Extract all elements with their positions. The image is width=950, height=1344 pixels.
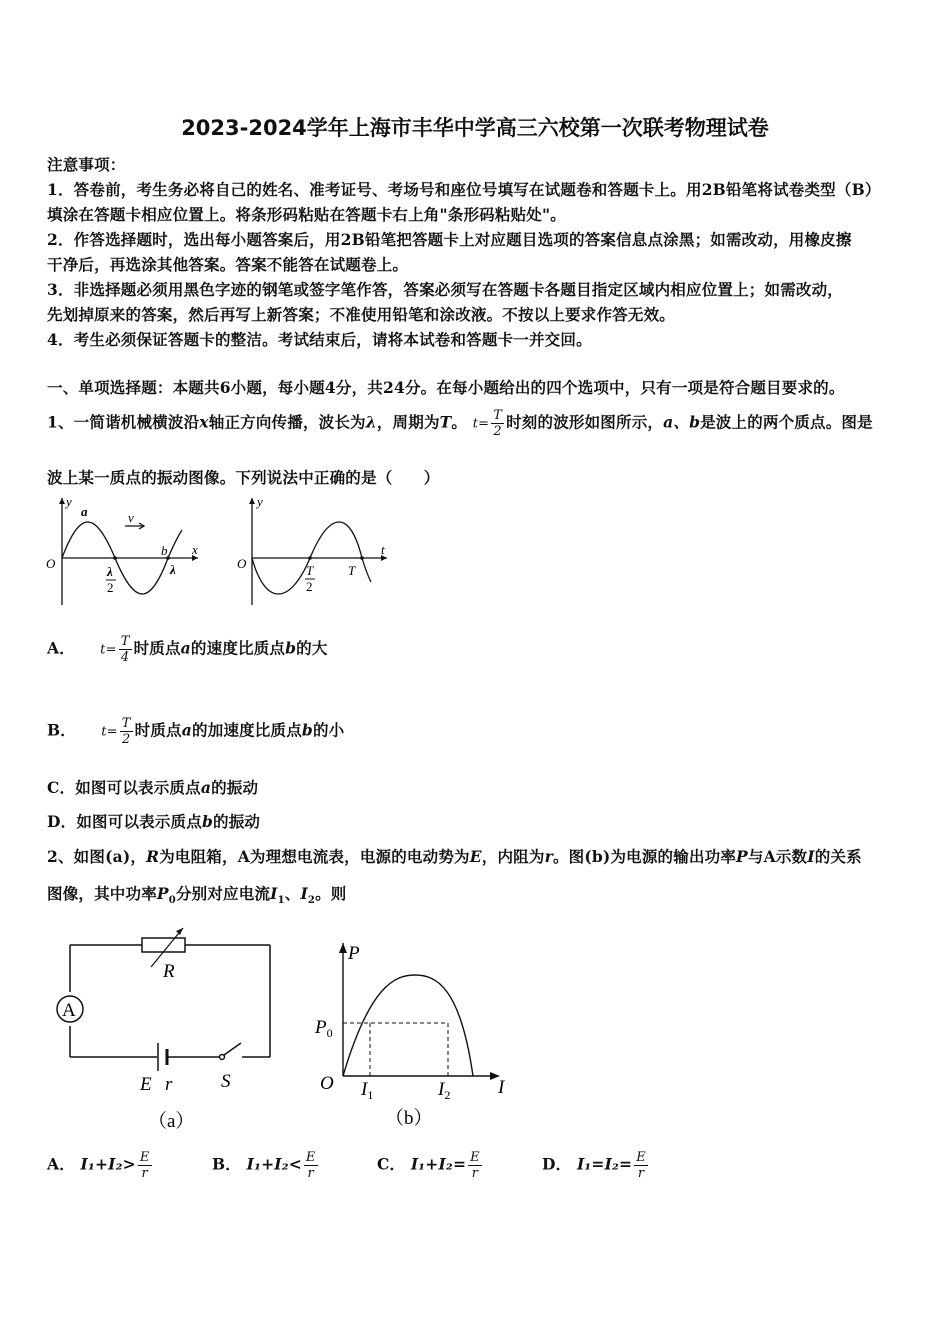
frac-num: T (121, 716, 131, 731)
fraction (119, 634, 132, 665)
label-I1-main: I (361, 1079, 368, 1100)
label-P0-sub: 0 (326, 1026, 333, 1040)
subscript: 0 (168, 895, 176, 907)
option-lhs: I₁+I₂ (80, 1154, 123, 1174)
q2-option-a[interactable] (47, 1150, 154, 1181)
q1-var-lambda: λ (365, 412, 377, 432)
var-I2: I (300, 884, 308, 903)
option-text: 的小 (312, 720, 345, 740)
wave-y-arrow (59, 498, 65, 504)
page-title: 2023-2024学年上海市丰华中学高三六校第一次联考物理试卷 (181, 116, 769, 140)
q1-stem (47, 408, 873, 439)
q2-stem (47, 845, 862, 867)
fraction (468, 1150, 482, 1181)
option-label: A． (47, 1154, 75, 1174)
label-R: R (163, 961, 175, 982)
notice-line: 3．非选择题必须用黑色字迹的钢笔或签字笔作答，答案必须写在答题卡各题目指定区域内相应位置上；如需改动， (47, 280, 843, 299)
fraction (138, 1150, 152, 1181)
label-I2-sub: 2 (444, 1088, 451, 1102)
frac-den: r (471, 1166, 479, 1181)
var-b: b (301, 720, 313, 740)
option-label: B． (47, 720, 77, 740)
subscript: 2 (307, 895, 316, 907)
q2-text: 、 (284, 884, 301, 903)
q1-text: 轴正方向传播，波长为 (208, 412, 366, 432)
notice-line: 填涂在答题卡相应位置上。将条形码粘贴在答题卡右上角"条形码粘贴处"。 (47, 205, 566, 224)
resistor-box (142, 938, 185, 952)
option-op: = (619, 1154, 633, 1174)
vib-period-dot (360, 556, 364, 560)
var-P0: P (156, 884, 169, 903)
label-I2 (437, 1079, 450, 1102)
option-lhs: I₁+I₂ (410, 1154, 453, 1174)
q1-text: 。 (451, 412, 468, 432)
q2-text: 与A示数 (747, 847, 808, 866)
q1-text: 是波上的两个质点。图是 (700, 412, 873, 432)
vibration-figure (235, 490, 395, 610)
q2-option-c[interactable] (377, 1150, 484, 1181)
q2-text: 为电阻箱，A为理想电流表，电源的电动势为 (159, 847, 470, 866)
wave-x-label: x (192, 542, 198, 557)
q2-text: 2、如图(a)， (47, 847, 147, 866)
frac-num: E (636, 1150, 646, 1165)
label-r: r (165, 1074, 173, 1095)
option-label: C． (377, 1154, 406, 1174)
q1-stem-line2: 波上某一质点的振动图像。下列说法中正确的是（ ） (47, 468, 440, 487)
circuit-figure (45, 915, 285, 1135)
option-label: B． (212, 1154, 242, 1174)
option-text: 时质点 (133, 638, 181, 658)
vib-y-arrow (249, 498, 255, 504)
var-b: b (201, 812, 213, 831)
point-b-label: b (161, 543, 168, 558)
eq-sign: = (105, 642, 117, 658)
q2-option-d[interactable] (542, 1150, 650, 1181)
notice-line: 先划掉原来的答案，然后再写上新答案；不准使用铅笔和涂改液。不按以上要求作答无效。 (47, 305, 676, 324)
wave-half-lambda-dot (113, 556, 117, 560)
notice-line: 4．考生必须保证答题卡的整洁。考试结束后，请将本试卷和答题卡一并交回。 (47, 330, 592, 349)
option-text: 的速度比质点 (190, 638, 286, 658)
rheostat-arrowhead (176, 928, 183, 935)
half-lambda-num: λ (107, 564, 113, 579)
label-S: S (221, 1071, 231, 1092)
q2-text: 。则 (315, 884, 347, 903)
var-t: t (100, 642, 106, 658)
label-I1 (360, 1079, 373, 1102)
q1-eq: = (478, 416, 490, 432)
q2-text: 的关系 (814, 847, 862, 866)
frac-num: T (120, 634, 130, 649)
frac-den: r (307, 1166, 314, 1181)
q2-text: ，内阻为 (481, 847, 545, 866)
option-text: 的振动 (211, 778, 259, 797)
var-P: P (736, 847, 748, 866)
option-op: < (288, 1154, 302, 1174)
var-t: t (101, 724, 107, 740)
caption-b: （b） (385, 1108, 433, 1129)
option-lhs: I₁+I₂ (246, 1154, 289, 1174)
label-A: A (62, 1000, 76, 1021)
var-a: a (180, 638, 191, 658)
q1-text: 1、一简谐机械横波沿 (47, 412, 200, 432)
period-label: T (348, 563, 356, 578)
option-text: D．如图可以表示质点 (47, 812, 202, 831)
vib-half-period-dot (308, 556, 312, 560)
var-I: I (807, 847, 815, 866)
wave-origin-label: O (46, 556, 56, 571)
option-text: 的大 (296, 638, 328, 658)
notice-line: 1．答卷前，考生务必将自己的姓名、准考证号、考场号和座位号填写在试题卷和答题卡上。用2B铅笔将试卷类型（B） (47, 180, 881, 199)
eq-sign: = (106, 724, 118, 740)
q1-option-d[interactable] (47, 810, 260, 832)
notice-line: 2．作答选择题时，选出每小题答案后，用2B铅笔把答题卡上对应题目选项的答案信息点涂黑；如需改动，用橡皮擦 (47, 230, 852, 249)
option-label: A． (47, 638, 75, 658)
q1-var-t: t (472, 416, 479, 432)
half-period-den: 2 (306, 579, 313, 594)
point-a-label: a (81, 504, 88, 519)
label-P: P (348, 943, 360, 964)
wave-figure (40, 490, 210, 610)
frac-den: 2 (121, 732, 131, 747)
fraction (634, 1150, 648, 1181)
frac-num: E (305, 1150, 316, 1165)
q1-var-ab: a、b (663, 412, 701, 432)
var-b: b (285, 638, 297, 658)
q2-stem-line2 (47, 882, 347, 906)
fraction (304, 1150, 318, 1181)
frac-den: r (637, 1166, 645, 1181)
option-text: C．如图可以表示质点 (47, 778, 201, 797)
power-graph (310, 935, 520, 1135)
velocity-label: v (128, 510, 134, 525)
caption-a: （a） (148, 1111, 195, 1132)
half-period-num: T (306, 563, 314, 578)
var-E: E (469, 847, 482, 866)
var-a: a (181, 720, 192, 740)
option-op: > (122, 1154, 136, 1174)
frac-num: T (493, 408, 503, 423)
option-lhs: I₁=I₂ (576, 1154, 620, 1174)
option-text: 时质点 (134, 720, 182, 740)
option-text: 的加速度比质点 (192, 720, 302, 740)
q2-option-b[interactable] (212, 1150, 320, 1181)
switch-contact (220, 1055, 225, 1060)
q1-fraction (491, 408, 504, 439)
power-curve (343, 975, 473, 1076)
option-label: D． (542, 1154, 572, 1174)
wave-y-label: y (66, 494, 72, 509)
section-heading: 一、单项选择题：本题共6小题，每小题4分，共24分。在每小题给出的四个选项中，只有一项是符合题目要求的。 (47, 378, 845, 397)
vib-origin-label: O (237, 556, 247, 571)
frac-den: 2 (493, 424, 502, 439)
q2-text: 分别对应电流 (175, 884, 271, 903)
option-op: = (452, 1154, 467, 1174)
var-R: R (146, 847, 160, 866)
frac-num: E (139, 1150, 150, 1165)
subscript: 1 (277, 895, 285, 907)
label-I2-main: I (438, 1079, 445, 1100)
label-P0-main: P (315, 1017, 327, 1038)
label-I: I (498, 1077, 505, 1098)
var-a: a (200, 778, 212, 797)
label-E: E (140, 1074, 152, 1095)
frac-den: 4 (120, 650, 130, 665)
q1-var-x: x (199, 412, 209, 432)
label-I1-sub: 1 (367, 1088, 374, 1102)
q1-var-T: T (439, 412, 452, 432)
q1-option-c[interactable] (47, 776, 258, 798)
q1-option-a[interactable] (47, 634, 328, 665)
q1-text: ，周期为 (376, 412, 440, 432)
q2-text: 图像，其中功率 (47, 884, 157, 903)
frac-den: r (141, 1166, 148, 1181)
frac-num: E (470, 1150, 480, 1165)
var-r: r (544, 847, 553, 866)
q1-option-b[interactable] (47, 716, 344, 747)
label-O: O (320, 1073, 334, 1094)
fraction (120, 716, 133, 747)
option-text: 的振动 (213, 812, 261, 831)
switch-lever (224, 1043, 241, 1055)
var-I1: I (270, 884, 278, 903)
vib-t-label: t (381, 542, 385, 557)
lambda-label: λ (170, 562, 176, 577)
vib-y-label: y (257, 494, 263, 509)
p-axis-arrow (339, 943, 347, 953)
notice-line: 干净后，再选涂其他答案。答案不能答在试题卷上。 (47, 255, 409, 274)
half-lambda-den: 2 (107, 580, 114, 595)
label-P0 (314, 1017, 333, 1040)
q1-text: 时刻的波形如图所示， (506, 412, 664, 432)
q2-text: 。图(b)为电源的输出功率 (552, 847, 737, 866)
notice-heading: 注意事项： (47, 155, 126, 174)
